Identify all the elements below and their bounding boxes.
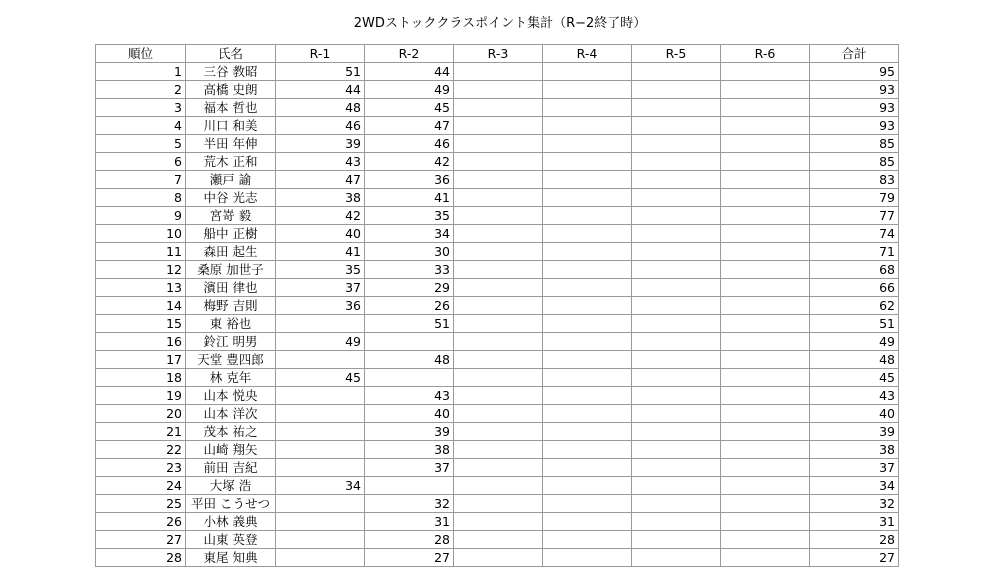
cell-r5 xyxy=(632,261,721,279)
cell-name: 桑原 加世子 xyxy=(186,261,276,279)
cell-r3 xyxy=(454,333,543,351)
cell-r4 xyxy=(543,189,632,207)
cell-r3 xyxy=(454,549,543,567)
cell-r1: 49 xyxy=(276,333,365,351)
cell-r2: 34 xyxy=(365,225,454,243)
cell-r4 xyxy=(543,135,632,153)
cell-total: 79 xyxy=(810,189,899,207)
cell-r1: 35 xyxy=(276,261,365,279)
cell-r3 xyxy=(454,369,543,387)
cell-total: 68 xyxy=(810,261,899,279)
cell-r4 xyxy=(543,459,632,477)
cell-r1 xyxy=(276,441,365,459)
cell-name: 鈴江 明男 xyxy=(186,333,276,351)
table-row xyxy=(96,459,899,477)
cell-r6 xyxy=(721,333,810,351)
cell-total: 38 xyxy=(810,441,899,459)
cell-total: 51 xyxy=(810,315,899,333)
cell-r3 xyxy=(454,171,543,189)
cell-r1: 48 xyxy=(276,99,365,117)
cell-rank: 16 xyxy=(96,333,186,351)
cell-rank: 2 xyxy=(96,81,186,99)
cell-rank: 9 xyxy=(96,207,186,225)
cell-r5 xyxy=(632,279,721,297)
cell-r1 xyxy=(276,513,365,531)
cell-rank: 14 xyxy=(96,297,186,315)
cell-r3 xyxy=(454,495,543,513)
cell-rank: 25 xyxy=(96,495,186,513)
cell-total: 83 xyxy=(810,171,899,189)
cell-r1 xyxy=(276,459,365,477)
cell-r3 xyxy=(454,297,543,315)
cell-rank: 12 xyxy=(96,261,186,279)
cell-rank: 11 xyxy=(96,243,186,261)
cell-r6 xyxy=(721,351,810,369)
cell-r6 xyxy=(721,243,810,261)
table-row xyxy=(96,207,899,225)
cell-name: 山本 悦央 xyxy=(186,387,276,405)
table-row xyxy=(96,423,899,441)
cell-r3 xyxy=(454,351,543,369)
cell-r4 xyxy=(543,441,632,459)
cell-name: 梅野 吉則 xyxy=(186,297,276,315)
cell-r6 xyxy=(721,99,810,117)
cell-r2: 36 xyxy=(365,171,454,189)
cell-r6 xyxy=(721,207,810,225)
cell-r4 xyxy=(543,171,632,189)
cell-r2: 39 xyxy=(365,423,454,441)
cell-r3 xyxy=(454,441,543,459)
cell-total: 85 xyxy=(810,135,899,153)
cell-r4 xyxy=(543,405,632,423)
table-row xyxy=(96,153,899,171)
cell-r1: 38 xyxy=(276,189,365,207)
cell-total: 43 xyxy=(810,387,899,405)
cell-r2: 29 xyxy=(365,279,454,297)
cell-r5 xyxy=(632,99,721,117)
cell-rank: 27 xyxy=(96,531,186,549)
cell-r4 xyxy=(543,351,632,369)
cell-r1: 40 xyxy=(276,225,365,243)
cell-r1: 39 xyxy=(276,135,365,153)
table-row xyxy=(96,531,899,549)
cell-r3 xyxy=(454,81,543,99)
cell-name: 東 裕也 xyxy=(186,315,276,333)
table-row xyxy=(96,405,899,423)
cell-rank: 20 xyxy=(96,405,186,423)
header-total: 合計 xyxy=(810,45,899,63)
cell-r4 xyxy=(543,333,632,351)
cell-r4 xyxy=(543,387,632,405)
cell-r4 xyxy=(543,207,632,225)
cell-r1: 46 xyxy=(276,117,365,135)
cell-r1: 44 xyxy=(276,81,365,99)
cell-r1 xyxy=(276,351,365,369)
cell-r6 xyxy=(721,153,810,171)
cell-r6 xyxy=(721,441,810,459)
cell-r1: 45 xyxy=(276,369,365,387)
cell-r5 xyxy=(632,405,721,423)
cell-r2: 35 xyxy=(365,207,454,225)
cell-r2: 49 xyxy=(365,81,454,99)
cell-r2 xyxy=(365,477,454,495)
cell-r5 xyxy=(632,531,721,549)
cell-total: 85 xyxy=(810,153,899,171)
cell-total: 77 xyxy=(810,207,899,225)
cell-total: 93 xyxy=(810,99,899,117)
table-row xyxy=(96,261,899,279)
cell-r2: 45 xyxy=(365,99,454,117)
cell-r6 xyxy=(721,495,810,513)
cell-r4 xyxy=(543,153,632,171)
cell-r2: 47 xyxy=(365,117,454,135)
cell-total: 31 xyxy=(810,513,899,531)
cell-r5 xyxy=(632,297,721,315)
table-row xyxy=(96,117,899,135)
cell-rank: 17 xyxy=(96,351,186,369)
cell-r3 xyxy=(454,477,543,495)
cell-total: 95 xyxy=(810,63,899,81)
cell-name: 船中 正樹 xyxy=(186,225,276,243)
cell-name: 山崎 翔矢 xyxy=(186,441,276,459)
cell-r6 xyxy=(721,387,810,405)
cell-name: 天堂 豊四郎 xyxy=(186,351,276,369)
cell-r1 xyxy=(276,495,365,513)
table-row xyxy=(96,369,899,387)
cell-r6 xyxy=(721,423,810,441)
cell-r2 xyxy=(365,369,454,387)
cell-r5 xyxy=(632,459,721,477)
table-row xyxy=(96,225,899,243)
cell-total: 66 xyxy=(810,279,899,297)
cell-r5 xyxy=(632,171,721,189)
cell-name: 濱田 律也 xyxy=(186,279,276,297)
cell-r2: 38 xyxy=(365,441,454,459)
cell-r4 xyxy=(543,477,632,495)
cell-r1 xyxy=(276,315,365,333)
cell-r3 xyxy=(454,531,543,549)
cell-r3 xyxy=(454,243,543,261)
cell-r5 xyxy=(632,243,721,261)
cell-r5 xyxy=(632,351,721,369)
cell-r5 xyxy=(632,81,721,99)
cell-r6 xyxy=(721,369,810,387)
table-row xyxy=(96,279,899,297)
cell-r2: 42 xyxy=(365,153,454,171)
cell-r5 xyxy=(632,513,721,531)
cell-total: 27 xyxy=(810,549,899,567)
cell-total: 48 xyxy=(810,351,899,369)
cell-name: 小林 義典 xyxy=(186,513,276,531)
cell-r3 xyxy=(454,423,543,441)
header-rank: 順位 xyxy=(96,45,186,63)
header-r2: R-2 xyxy=(365,45,454,63)
cell-total: 71 xyxy=(810,243,899,261)
cell-rank: 5 xyxy=(96,135,186,153)
cell-r4 xyxy=(543,315,632,333)
cell-r1: 51 xyxy=(276,63,365,81)
table-row xyxy=(96,243,899,261)
cell-total: 49 xyxy=(810,333,899,351)
header-r6: R-6 xyxy=(721,45,810,63)
cell-r1 xyxy=(276,405,365,423)
cell-r1: 42 xyxy=(276,207,365,225)
table-row xyxy=(96,513,899,531)
cell-r6 xyxy=(721,279,810,297)
cell-r5 xyxy=(632,117,721,135)
cell-total: 74 xyxy=(810,225,899,243)
cell-r2: 28 xyxy=(365,531,454,549)
cell-r5 xyxy=(632,495,721,513)
cell-name: 瀬戸 諭 xyxy=(186,171,276,189)
cell-r3 xyxy=(454,387,543,405)
cell-r3 xyxy=(454,261,543,279)
cell-name: 平田 こうせつ xyxy=(186,495,276,513)
cell-r2: 40 xyxy=(365,405,454,423)
cell-r3 xyxy=(454,315,543,333)
cell-r6 xyxy=(721,315,810,333)
cell-rank: 6 xyxy=(96,153,186,171)
header-r5: R-5 xyxy=(632,45,721,63)
table-row xyxy=(96,63,899,81)
cell-name: 中谷 光志 xyxy=(186,189,276,207)
cell-r5 xyxy=(632,369,721,387)
cell-total: 93 xyxy=(810,117,899,135)
cell-r6 xyxy=(721,81,810,99)
cell-rank: 28 xyxy=(96,549,186,567)
cell-r5 xyxy=(632,477,721,495)
table-row xyxy=(96,315,899,333)
cell-rank: 1 xyxy=(96,63,186,81)
cell-rank: 21 xyxy=(96,423,186,441)
cell-r1 xyxy=(276,423,365,441)
cell-r6 xyxy=(721,63,810,81)
cell-r5 xyxy=(632,189,721,207)
cell-r2: 30 xyxy=(365,243,454,261)
cell-r4 xyxy=(543,261,632,279)
cell-rank: 3 xyxy=(96,99,186,117)
cell-total: 28 xyxy=(810,531,899,549)
cell-total: 93 xyxy=(810,81,899,99)
table-row xyxy=(96,549,899,567)
cell-name: 福本 哲也 xyxy=(186,99,276,117)
cell-r3 xyxy=(454,117,543,135)
cell-r3 xyxy=(454,279,543,297)
table-row xyxy=(96,333,899,351)
header-name: 氏名 xyxy=(186,45,276,63)
cell-r6 xyxy=(721,117,810,135)
cell-r4 xyxy=(543,369,632,387)
cell-r1: 36 xyxy=(276,297,365,315)
cell-r6 xyxy=(721,135,810,153)
cell-rank: 10 xyxy=(96,225,186,243)
cell-r6 xyxy=(721,477,810,495)
cell-r1: 41 xyxy=(276,243,365,261)
cell-r3 xyxy=(454,153,543,171)
cell-r6 xyxy=(721,405,810,423)
cell-name: 山本 洋次 xyxy=(186,405,276,423)
table-row xyxy=(96,495,899,513)
cell-r4 xyxy=(543,81,632,99)
cell-total: 62 xyxy=(810,297,899,315)
cell-r1: 43 xyxy=(276,153,365,171)
cell-total: 32 xyxy=(810,495,899,513)
cell-r2: 46 xyxy=(365,135,454,153)
cell-r6 xyxy=(721,297,810,315)
cell-name: 大塚 浩 xyxy=(186,477,276,495)
cell-total: 40 xyxy=(810,405,899,423)
cell-total: 34 xyxy=(810,477,899,495)
table-row xyxy=(96,99,899,117)
cell-total: 39 xyxy=(810,423,899,441)
cell-r6 xyxy=(721,459,810,477)
cell-r5 xyxy=(632,207,721,225)
cell-rank: 19 xyxy=(96,387,186,405)
header-r4: R-4 xyxy=(543,45,632,63)
cell-total: 37 xyxy=(810,459,899,477)
cell-r6 xyxy=(721,225,810,243)
cell-rank: 4 xyxy=(96,117,186,135)
cell-r2: 44 xyxy=(365,63,454,81)
cell-name: 三谷 教昭 xyxy=(186,63,276,81)
cell-rank: 24 xyxy=(96,477,186,495)
table-row xyxy=(96,189,899,207)
cell-r6 xyxy=(721,261,810,279)
table-row xyxy=(96,135,899,153)
cell-name: 半田 年伸 xyxy=(186,135,276,153)
cell-r1: 47 xyxy=(276,171,365,189)
cell-r4 xyxy=(543,423,632,441)
cell-r4 xyxy=(543,297,632,315)
cell-r4 xyxy=(543,549,632,567)
table-row xyxy=(96,81,899,99)
cell-r2: 51 xyxy=(365,315,454,333)
cell-name: 山東 英登 xyxy=(186,531,276,549)
cell-r5 xyxy=(632,387,721,405)
cell-r1: 34 xyxy=(276,477,365,495)
cell-name: 高橋 史朗 xyxy=(186,81,276,99)
cell-r4 xyxy=(543,243,632,261)
cell-r2: 31 xyxy=(365,513,454,531)
cell-r2: 48 xyxy=(365,351,454,369)
cell-rank: 18 xyxy=(96,369,186,387)
cell-r4 xyxy=(543,279,632,297)
cell-name: 前田 吉紀 xyxy=(186,459,276,477)
cell-r3 xyxy=(454,405,543,423)
cell-r5 xyxy=(632,441,721,459)
cell-r4 xyxy=(543,225,632,243)
cell-r2: 26 xyxy=(365,297,454,315)
cell-name: 茂本 祐之 xyxy=(186,423,276,441)
cell-r5 xyxy=(632,423,721,441)
cell-r2: 33 xyxy=(365,261,454,279)
cell-r6 xyxy=(721,189,810,207)
cell-r2: 43 xyxy=(365,387,454,405)
cell-total: 45 xyxy=(810,369,899,387)
cell-r3 xyxy=(454,207,543,225)
cell-rank: 15 xyxy=(96,315,186,333)
cell-r3 xyxy=(454,225,543,243)
cell-r3 xyxy=(454,63,543,81)
cell-name: 東尾 知典 xyxy=(186,549,276,567)
header-r3: R-3 xyxy=(454,45,543,63)
cell-r5 xyxy=(632,153,721,171)
cell-r2: 41 xyxy=(365,189,454,207)
table-row xyxy=(96,171,899,189)
cell-r4 xyxy=(543,63,632,81)
cell-r3 xyxy=(454,459,543,477)
points-table xyxy=(95,44,899,567)
cell-r6 xyxy=(721,171,810,189)
cell-r5 xyxy=(632,135,721,153)
table-row xyxy=(96,477,899,495)
cell-r4 xyxy=(543,117,632,135)
cell-r3 xyxy=(454,513,543,531)
cell-r5 xyxy=(632,333,721,351)
cell-name: 林 克年 xyxy=(186,369,276,387)
cell-r5 xyxy=(632,63,721,81)
cell-r1 xyxy=(276,549,365,567)
cell-rank: 22 xyxy=(96,441,186,459)
cell-r4 xyxy=(543,99,632,117)
cell-name: 荒木 正和 xyxy=(186,153,276,171)
cell-r3 xyxy=(454,99,543,117)
table-row xyxy=(96,387,899,405)
cell-rank: 7 xyxy=(96,171,186,189)
cell-r1 xyxy=(276,387,365,405)
cell-rank: 13 xyxy=(96,279,186,297)
cell-name: 宮嵜 毅 xyxy=(186,207,276,225)
table-row xyxy=(96,351,899,369)
cell-r4 xyxy=(543,531,632,549)
header-row xyxy=(96,45,899,63)
table-row xyxy=(96,441,899,459)
cell-r5 xyxy=(632,549,721,567)
cell-rank: 8 xyxy=(96,189,186,207)
cell-r2: 27 xyxy=(365,549,454,567)
cell-r2: 37 xyxy=(365,459,454,477)
cell-r1 xyxy=(276,531,365,549)
page-title: 2WDストッククラスポイント集計（R−2終了時） xyxy=(353,16,647,31)
cell-r4 xyxy=(543,495,632,513)
cell-r5 xyxy=(632,315,721,333)
cell-r1: 37 xyxy=(276,279,365,297)
cell-rank: 26 xyxy=(96,513,186,531)
cell-r6 xyxy=(721,513,810,531)
cell-name: 森田 起生 xyxy=(186,243,276,261)
cell-r6 xyxy=(721,549,810,567)
cell-r4 xyxy=(543,513,632,531)
cell-r2 xyxy=(365,333,454,351)
cell-r5 xyxy=(632,225,721,243)
header-r1: R-1 xyxy=(276,45,365,63)
cell-rank: 23 xyxy=(96,459,186,477)
cell-r6 xyxy=(721,531,810,549)
cell-r3 xyxy=(454,135,543,153)
table-row xyxy=(96,297,899,315)
cell-r3 xyxy=(454,189,543,207)
cell-r2: 32 xyxy=(365,495,454,513)
cell-name: 川口 和美 xyxy=(186,117,276,135)
